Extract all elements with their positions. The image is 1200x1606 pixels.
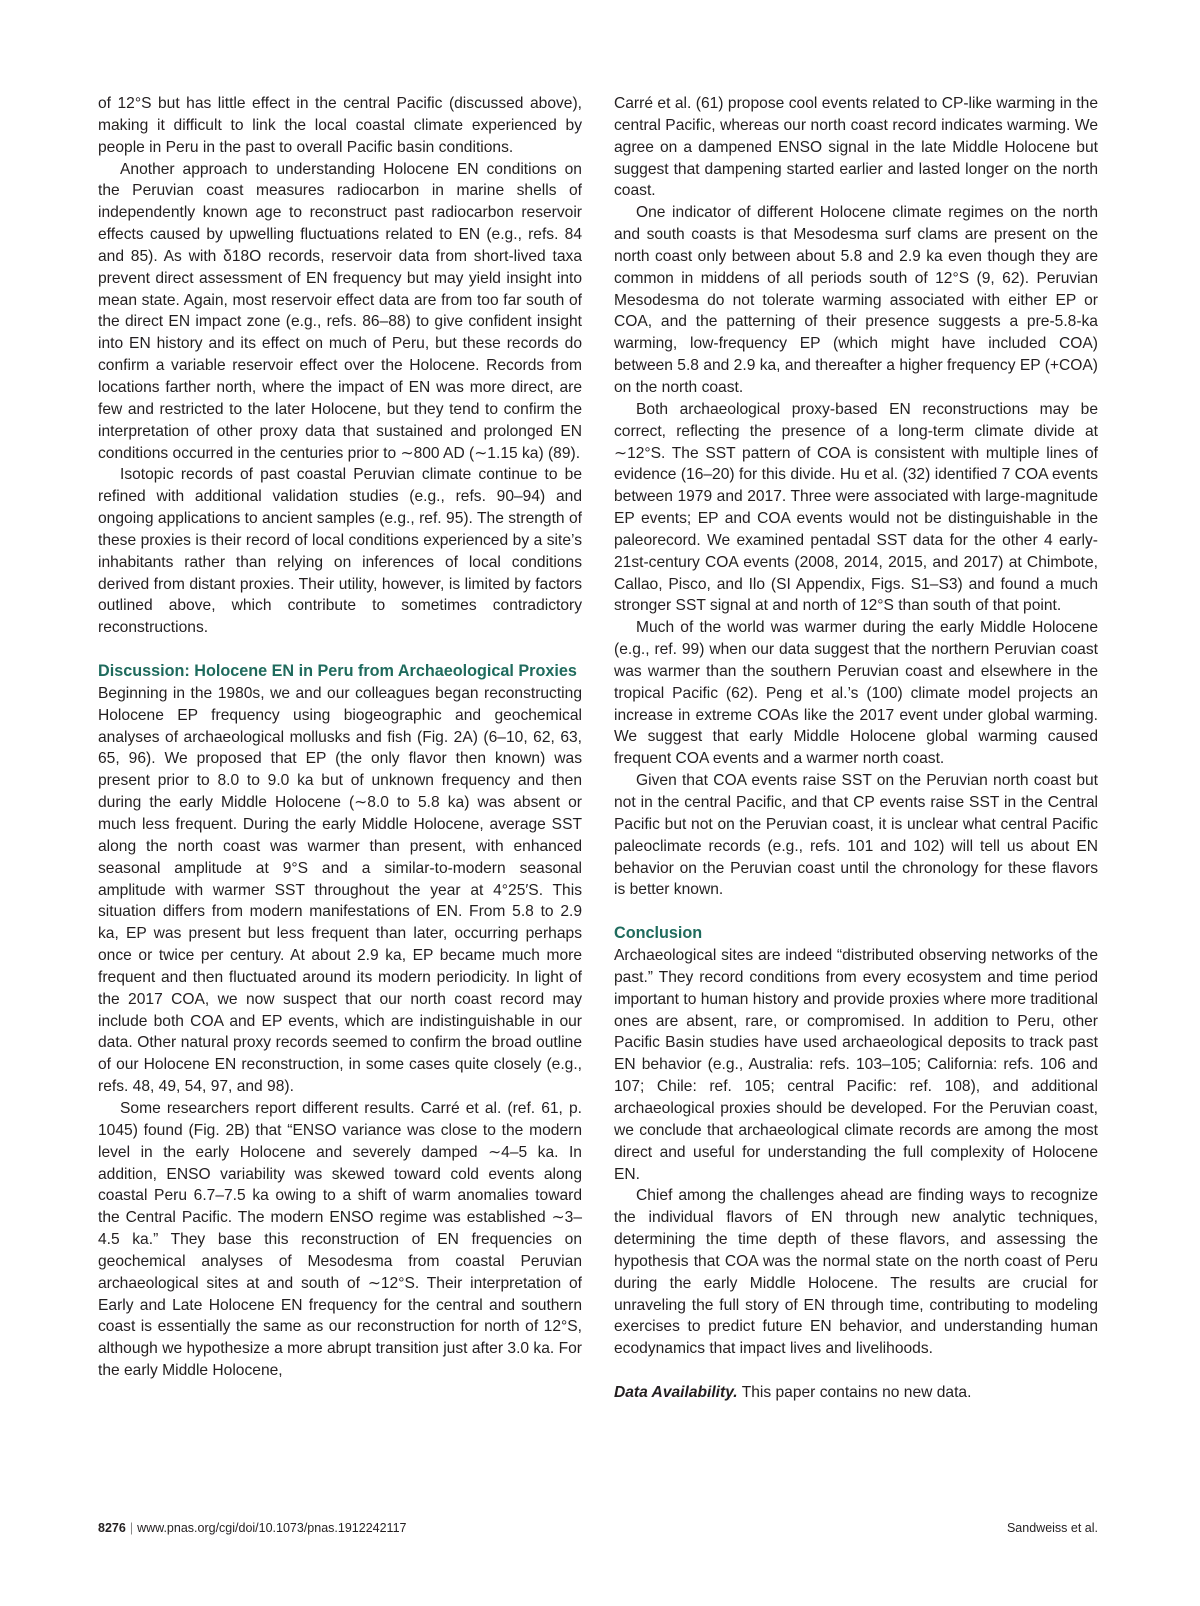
section-heading-discussion: Discussion: Holocene EN in Peru from Archaeological Proxies: [98, 662, 577, 681]
paragraph: Much of the world was warmer during the early Middle Holocene (e.g., ref. 99) when our data suggest that the northern Peruvian coast was warmer than the southern Peruvian coast and elsewhere in the tropical Pacific (62). Peng et al.’s (100) climate model projects an increase in extreme COAs like the 2017 event under global warming. We suggest that early Middle Holocene global warming caused frequent COA events and a warmer north coast.: [614, 619, 1098, 768]
paragraph: Archaeological sites are indeed “distributed observing networks of the past.” They record conditions from every ecosystem and time period important to human history and provide proxies where more traditional ones are absent, rare, or compromised. In addition to Peru, other Pacific Basin studies have used archaeological deposits to track past EN behavior (e.g., Australia: refs. 103–105; California: refs. 106 and 107; Chile: ref. 105; central Pacific: ref. 108), and additional archaeological proxies should be developed. For the Peruvian coast, we conclude that archaeological climate records are among the most direct and useful for understanding the full complexity of Holocene EN.: [614, 947, 1098, 1183]
paragraph: Chief among the challenges ahead are finding ways to recognize the individual flavors of EN through new analytic techniques, determining the time depth of these flavors, and assessing the hypothesis that COA was the normal state on the north coast of Peru during the early Middle Holocene. The results are crucial for unraveling the full story of EN through time, contributing to modeling exercises to predict future EN behavior, and understanding human ecodynamics that impact lives and livelihoods.: [614, 1187, 1098, 1358]
paragraph: Some researchers report different results. Carré et al. (ref. 61, p. 1045) found (Fig. 2B) that “ENSO variance was close to the modern level in the early Holocene and severely damped ∼4–5 ka. In addition, ENSO variability was skewed toward cold events along coastal Peru 6.7–7.5 ka owing to a shift of warm anomalies toward the Central Pacific. The modern ENSO regime was established ∼3–4.5 ka.” They base this reconstruction of EN frequencies on geochemical analyses of Mesodesma from coastal Peruvian archaeological sites at and south of ∼12°S. Their interpretation of Early and Late Holocene EN frequency for the central and southern coast is essentially the same as our reconstruction for north of 12°S, although we hypothesize a more abrupt transition just after 3.0 ka. For the early Middle Holocene,: [98, 1099, 582, 1380]
doi-link[interactable]: www.pnas.org/cgi/doi/10.1073/pnas.1912242117: [137, 1521, 407, 1535]
paragraph: of 12°S but has little effect in the central Pacific (discussed above), making it difficult to link the local coastal climate experienced by people in Peru in the past to overall Pacific basin conditions.: [98, 95, 582, 156]
paragraph: Another approach to understanding Holocene EN conditions on the Peruvian coast measures radiocarbon in marine shells of independently known age to reconstruct past radiocarbon reservoir effects caused by upwelling fluctuations related to EN (e.g., refs. 84 and 85). As with δ18O records, reservoir data from short-lived taxa prevent direct assessment of EN frequency but may yield insight into mean state. Again, most reservoir effect data are from too far south of the direct EN impact zone (e.g., refs. 86–88) to give confident insight into EN history and its effect on much of Peru, but these records do confirm a variable reservoir effect over the Holocene. Records from locations farther north, where the impact of EN was more direct, are few and restricted to the later Holocene, but they tend to confirm the interpretation of other proxy data that sustained and prolonged EN conditions occurred in the centuries prior to ∼800 AD (∼1.15 ka) (89).: [98, 160, 582, 462]
paragraph: Both archaeological proxy-based EN reconstructions may be correct, reflecting the presence of a long-term climate divide at ∼12°S. The SST pattern of COA is consistent with multiple lines of evidence (16–20) for this divide. Hu et al. (32) identified 7 COA events between 1979 and 2017. Three were associated with large-magnitude EP events; EP and COA events would not be distinguishable in the paleorecord. We examined pentadal SST data for the other 4 early-21st-century COA events (2008, 2014, 2015, and 2017) at Chimbote, Callao, Pisco, and Ilo (SI Appendix, Figs. S1–S3) and found a much stronger SST signal at and north of 12°S than south of that point.: [614, 400, 1098, 615]
data-availability-label: Data Availability.: [614, 1384, 738, 1402]
paragraph: One indicator of different Holocene climate regimes on the north and south coasts is that Mesodesma surf clams are present on the north coast only between about 5.8 and 2.9 ka even though they are common in middens of all periods south of 12°S (9, 62). Peruvian Mesodesma do not tolerate warming associated with either EP or COA, and the patterning of their presence suggests a pre-5.8-ka warming, low-frequency EP (which might have included COA) between 5.8 and 2.9 ka, and thereafter a higher frequency EP (+COA) on the north coast.: [614, 204, 1098, 396]
footer-separator: |: [129, 1521, 134, 1535]
data-availability: [614, 1382, 1098, 1404]
page-number: 8276: [98, 1521, 126, 1535]
section-heading-conclusion: Conclusion: [614, 924, 703, 943]
footer-left: [98, 1521, 406, 1535]
left-column: [98, 93, 582, 1382]
paragraph: Beginning in the 1980s, we and our colleagues began reconstructing Holocene EP frequency using biogeographic and geochemical analyses of archaeological mollusks and fish (Fig. 2A) (6–10, 62, 63, 65, 96). We proposed that EP (the only flavor then known) was present prior to 8.0 to 9.0 ka but of unknown frequency and then during the early Middle Holocene (∼8.0 to 5.8 ka) was absent or much less frequent. During the early Middle Holocene, average SST along the north coast was warmer than present, with enhanced seasonal amplitude at 9°S and a similar-to-modern seasonal amplitude with warmer SST throughout the year at 4°25′S. This situation differs from modern manifestations of EN. From 5.8 to 2.9 ka, EP was present but less frequent than later, occurring perhaps once or twice per century. At about 2.9 ka, EP became much more frequent and then fluctuated around its modern periodicity. In light of the 2017 COA, we now suspect that our north coast record may include both COA and EP events, which are indistinguishable in our data. Other natural proxy records seemed to confirm the broad outline of our Holocene EN reconstruction, in some cases quite closely (e.g., refs. 48, 49, 54, 97, and 98).: [98, 684, 582, 1096]
right-column: [614, 93, 1098, 1404]
paragraph: Given that COA events raise SST on the Peruvian north coast but not in the central Pacific, and that CP events raise SST in the Central Pacific but not on the Peruvian coast, it is unclear what central Pacific paleoclimate records (e.g., refs. 101 and 102) will tell us about EN behavior on the Peruvian coast until the chronology for these flavors is better known.: [614, 772, 1098, 899]
footer-authors: Sandweiss et al.: [1006, 1521, 1098, 1535]
paragraph: Isotopic records of past coastal Peruvian climate continue to be refined with additional validation studies (e.g., refs. 90–94) and ongoing applications to ancient samples (e.g., ref. 95). The strength of these proxies is their record of local conditions experienced by a site’s inhabitants rather than relying on inferences of local conditions derived from distant proxies. Their utility, however, is limited by factors outlined above, which contribute to sometimes contradictory reconstructions.: [98, 466, 582, 637]
paragraph: Carré et al. (61) propose cool events related to CP-like warming in the central Pacific, whereas our north coast record indicates warming. We agree on a dampened ENSO signal in the late Middle Holocene but suggest that dampening started earlier and lasted longer on the north coast.: [614, 95, 1098, 200]
data-availability-text: This paper contains no new data.: [737, 1384, 972, 1402]
